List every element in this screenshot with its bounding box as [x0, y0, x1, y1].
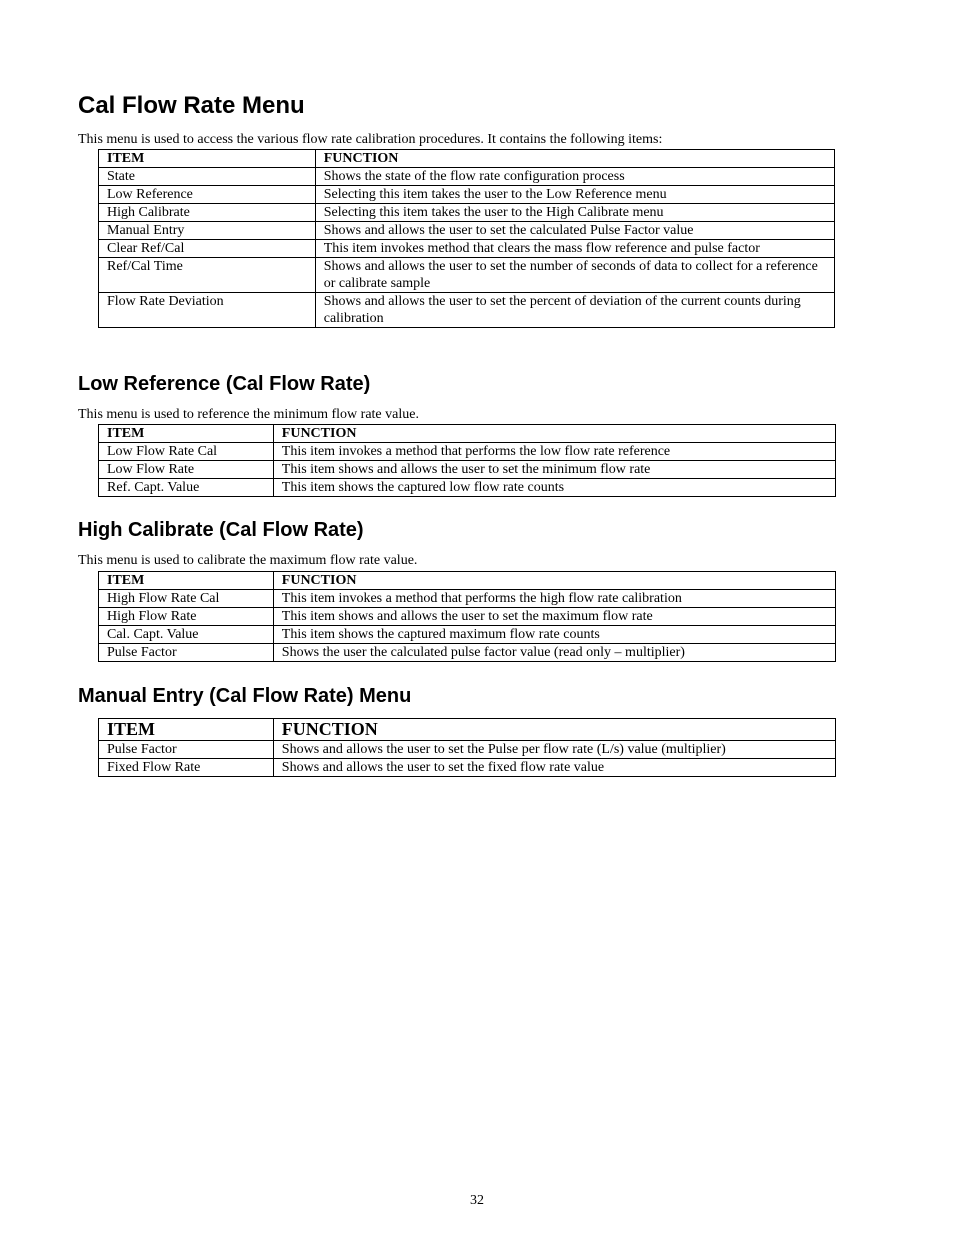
function-cell: This item invokes method that clears the mass flow reference and pulse factor — [315, 240, 834, 258]
table-row — [99, 443, 836, 461]
high-calibrate-table — [98, 571, 836, 662]
section-heading-high-calibrate: High Calibrate (Cal Flow Rate) — [78, 519, 364, 541]
table-row — [99, 168, 835, 186]
column-header-item: ITEM — [99, 719, 274, 741]
column-header-function: FUNCTION — [273, 425, 835, 443]
function-cell: Shows and allows the user to set the Pulse per flow rate (L/s) value (multiplier) — [273, 741, 835, 759]
table-header-row — [99, 150, 835, 168]
item-cell: Pulse Factor — [99, 644, 274, 662]
table-row — [99, 741, 836, 759]
table-row — [99, 626, 836, 644]
item-cell: Fixed Flow Rate — [99, 759, 274, 777]
section-heading-manual-entry: Manual Entry (Cal Flow Rate) Menu — [78, 685, 412, 707]
table-row — [99, 204, 835, 222]
cal-flow-rate-table — [98, 149, 835, 328]
column-header-item: ITEM — [99, 425, 274, 443]
item-cell: Flow Rate Deviation — [99, 293, 316, 328]
function-cell: This item shows the captured low flow rate counts — [273, 479, 835, 497]
item-cell: Clear Ref/Cal — [99, 240, 316, 258]
function-cell: This item shows and allows the user to set the minimum flow rate — [273, 461, 835, 479]
table-row — [99, 293, 835, 328]
item-cell: Ref/Cal Time — [99, 258, 316, 293]
column-header-item: ITEM — [99, 150, 316, 168]
function-cell: Shows and allows the user to set the fixed flow rate value — [273, 759, 835, 777]
item-cell: Ref. Capt. Value — [99, 479, 274, 497]
function-cell: Shows and allows the user to set the percent of deviation of the current counts during calibration — [315, 293, 834, 328]
section-intro: This menu is used to access the various flow rate calibration procedures. It contains the following items: — [78, 132, 663, 147]
table-row — [99, 479, 836, 497]
item-cell: Pulse Factor — [99, 741, 274, 759]
table-row — [99, 258, 835, 293]
function-cell: Shows the state of the flow rate configuration process — [315, 168, 834, 186]
table-header-row — [99, 425, 836, 443]
function-cell: Shows and allows the user to set the calculated Pulse Factor value — [315, 222, 834, 240]
item-cell: High Flow Rate Cal — [99, 590, 274, 608]
function-cell: Shows the user the calculated pulse factor value (read only – multiplier) — [273, 644, 835, 662]
section-intro: This menu is used to calibrate the maximum flow rate value. — [78, 553, 418, 568]
low-reference-table — [98, 424, 836, 497]
item-cell: High Flow Rate — [99, 608, 274, 626]
table-row — [99, 240, 835, 258]
table-row — [99, 644, 836, 662]
column-header-function: FUNCTION — [315, 150, 834, 168]
function-cell: This item invokes a method that performs the high flow rate calibration — [273, 590, 835, 608]
function-cell: This item invokes a method that performs the low flow rate reference — [273, 443, 835, 461]
item-cell: Low Flow Rate Cal — [99, 443, 274, 461]
table-header-row — [99, 572, 836, 590]
section-intro: This menu is used to reference the minimum flow rate value. — [78, 407, 419, 422]
item-cell: Cal. Capt. Value — [99, 626, 274, 644]
page-title: Cal Flow Rate Menu — [78, 92, 305, 119]
column-header-function: FUNCTION — [273, 719, 835, 741]
item-cell: State — [99, 168, 316, 186]
section-heading-low-reference: Low Reference (Cal Flow Rate) — [78, 373, 371, 395]
table-row — [99, 590, 836, 608]
function-cell: This item shows the captured maximum flow rate counts — [273, 626, 835, 644]
function-cell: Shows and allows the user to set the number of seconds of data to collect for a reference or calibrate sample — [315, 258, 834, 293]
page-number: 32 — [470, 1193, 484, 1208]
column-header-item: ITEM — [99, 572, 274, 590]
table-row — [99, 461, 836, 479]
table-header-row — [99, 719, 836, 741]
manual-entry-table — [98, 718, 836, 777]
item-cell: High Calibrate — [99, 204, 316, 222]
column-header-function: FUNCTION — [273, 572, 835, 590]
table-row — [99, 608, 836, 626]
function-cell: Selecting this item takes the user to the Low Reference menu — [315, 186, 834, 204]
table-row — [99, 186, 835, 204]
item-cell: Low Flow Rate — [99, 461, 274, 479]
table-row — [99, 222, 835, 240]
function-cell: Selecting this item takes the user to the High Calibrate menu — [315, 204, 834, 222]
function-cell: This item shows and allows the user to set the maximum flow rate — [273, 608, 835, 626]
table-row — [99, 759, 836, 777]
item-cell: Manual Entry — [99, 222, 316, 240]
item-cell: Low Reference — [99, 186, 316, 204]
